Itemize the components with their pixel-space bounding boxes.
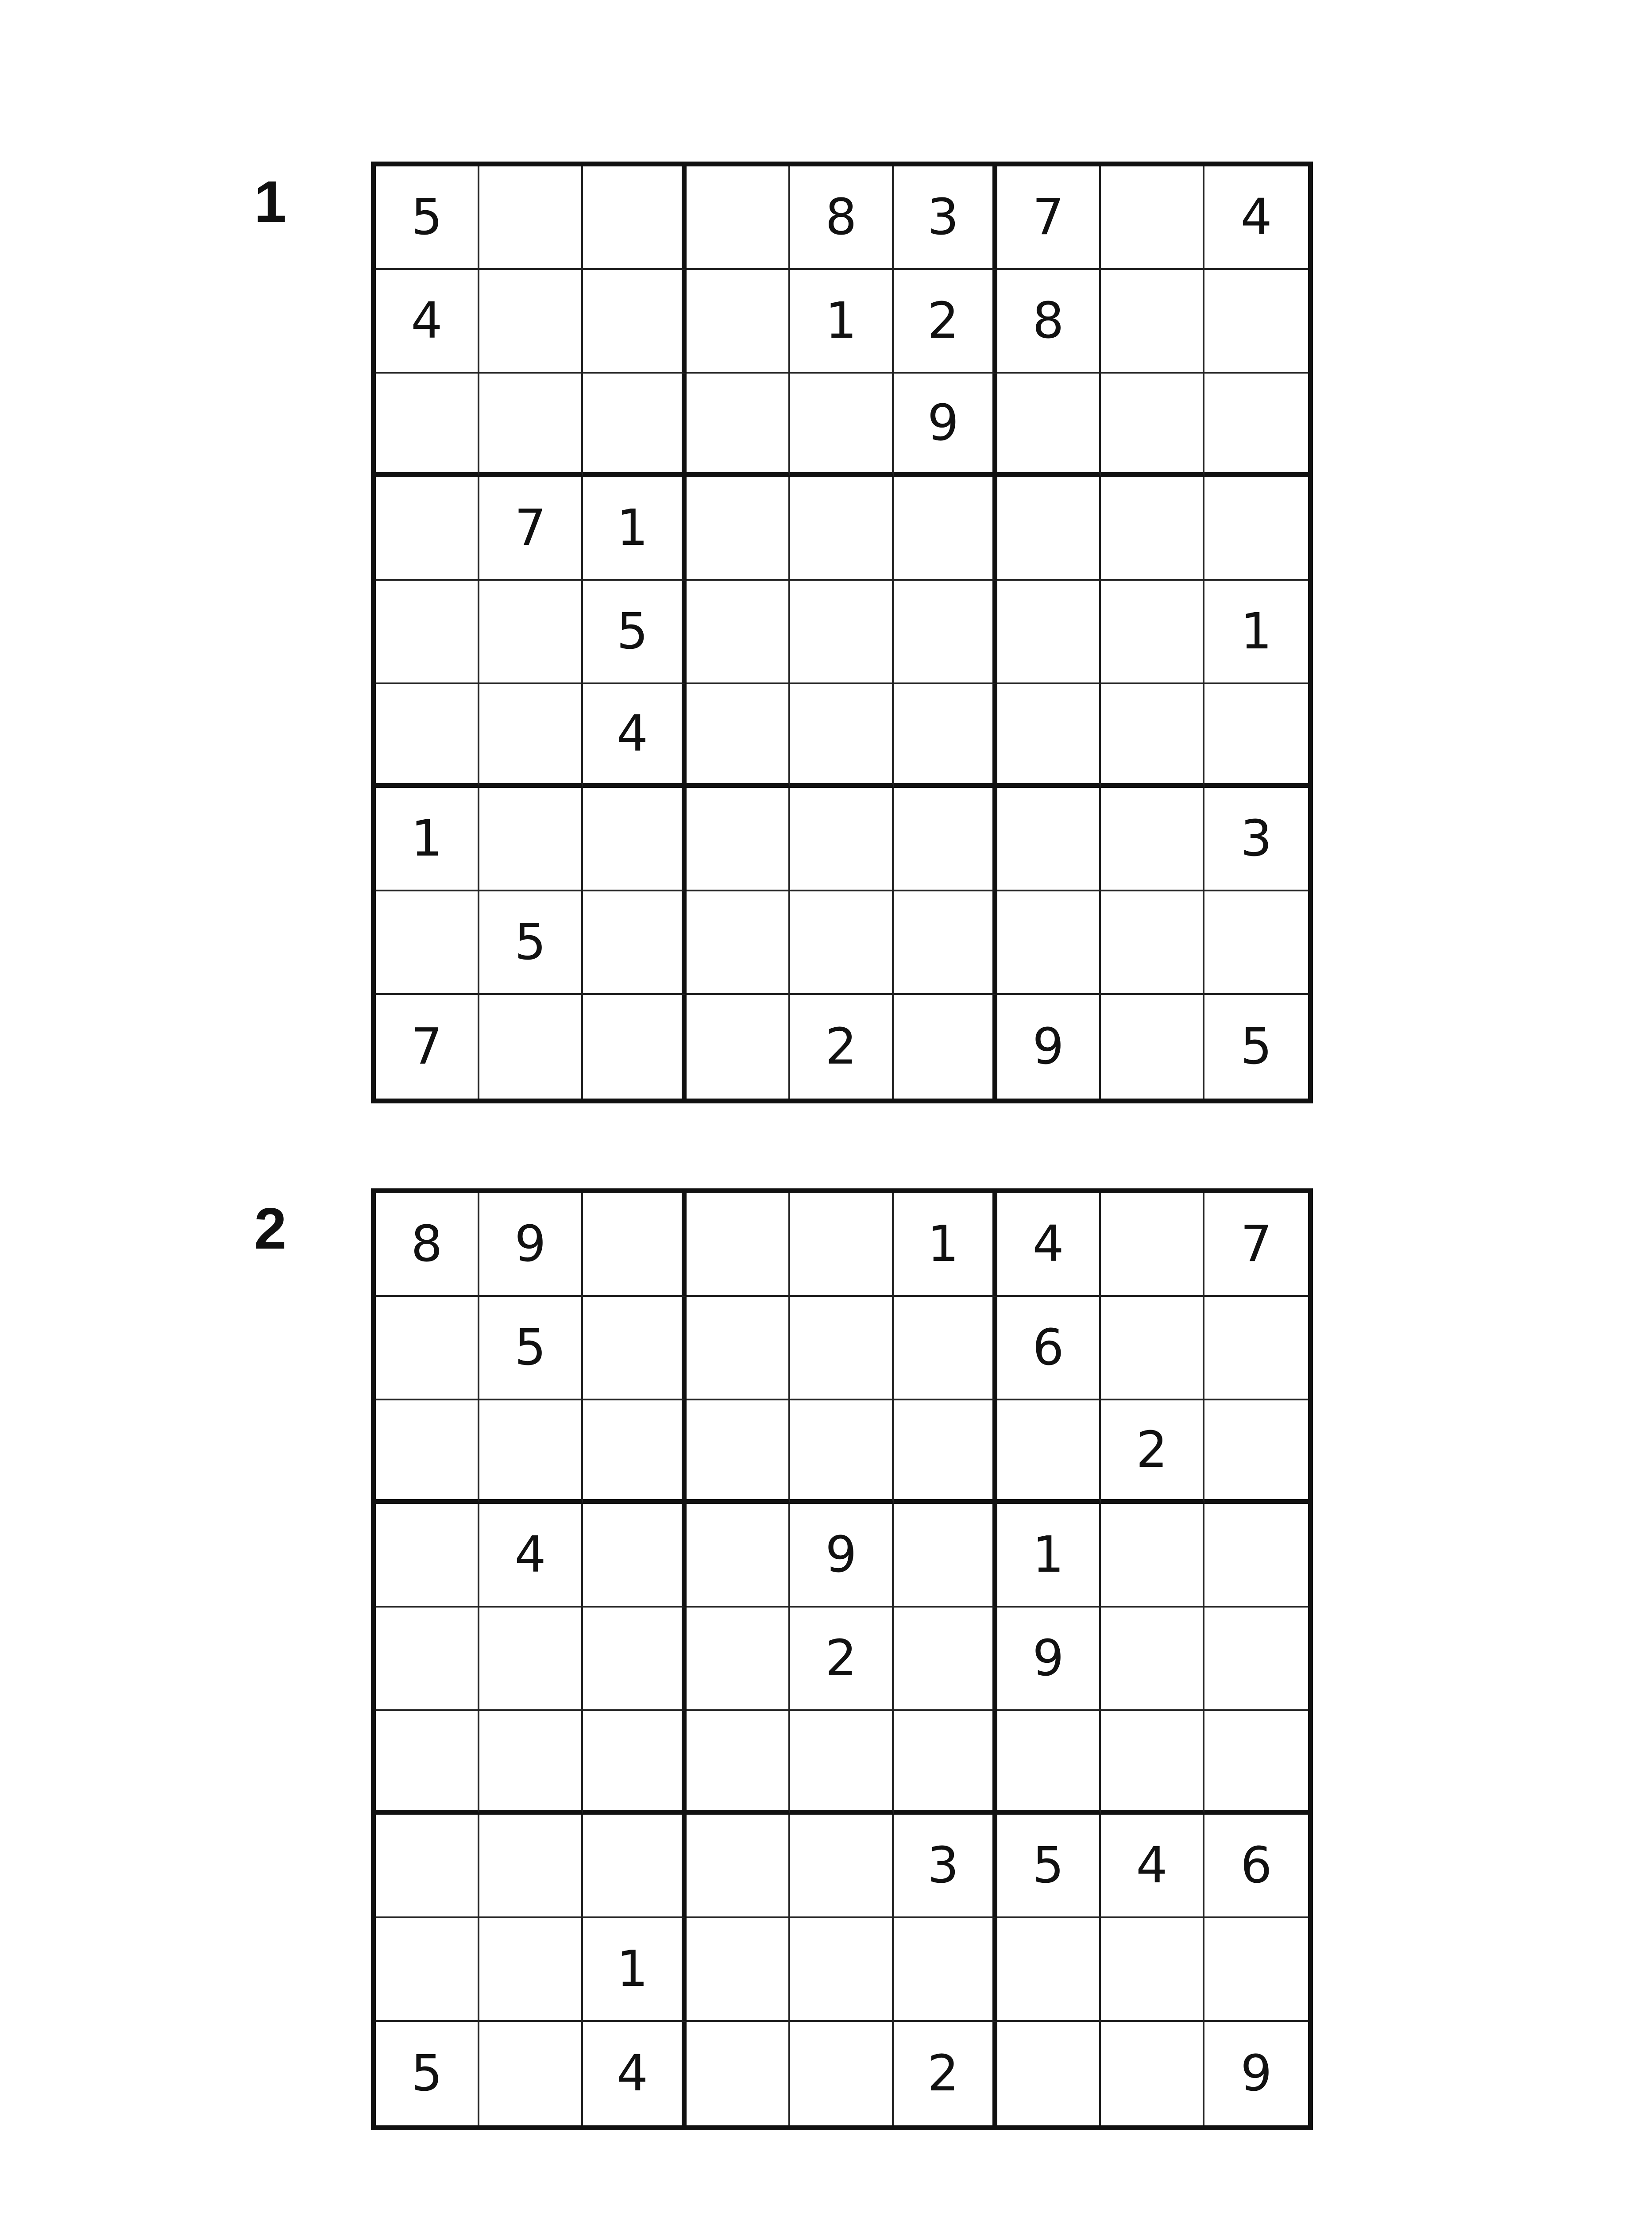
sudoku-cell-r2-c1[interactable]: [376, 1297, 479, 1400]
sudoku-cell-r7-c9[interactable]: 6: [1204, 1815, 1308, 1918]
sudoku-cell-r1-c6[interactable]: 1: [894, 1193, 997, 1297]
sudoku-cell-r2-c4[interactable]: [687, 270, 790, 374]
sudoku-cell-r4-c5[interactable]: [790, 477, 894, 581]
sudoku-cell-r6-c3[interactable]: 4: [583, 684, 687, 788]
sudoku-cell-r8-c5[interactable]: [790, 1918, 894, 2022]
sudoku-cell-r2-c3[interactable]: [583, 1297, 687, 1400]
sudoku-grid: [371, 1188, 1313, 2130]
sudoku-puzzle-1: [0, 0, 1652, 1076]
sudoku-cell-r7-c2[interactable]: [479, 788, 583, 891]
sudoku-cell-r1-c9[interactable]: 7: [1204, 1193, 1308, 1297]
sudoku-cell-r2-c9[interactable]: [1204, 1297, 1308, 1400]
sudoku-puzzle-2: [0, 1027, 1652, 2102]
sudoku-cell-r5-c1[interactable]: [376, 1608, 479, 1711]
sudoku-cell-r5-c4[interactable]: [687, 581, 790, 684]
sudoku-cell-r8-c3[interactable]: [583, 891, 687, 995]
sudoku-cell-r5-c9[interactable]: 1: [1204, 581, 1308, 684]
sudoku-cell-r8-c5[interactable]: [790, 891, 894, 995]
sudoku-cell-r5-c3[interactable]: 5: [583, 581, 687, 684]
sudoku-cell-r1-c3[interactable]: [583, 166, 687, 270]
sudoku-cell-r7-c6[interactable]: [894, 788, 997, 891]
sudoku-cell-r4-c4[interactable]: [687, 1504, 790, 1608]
puzzle-number: 1: [254, 169, 287, 234]
sudoku-cell-r3-c3[interactable]: [583, 1400, 687, 1504]
sudoku-cell-r3-c9[interactable]: [1204, 1400, 1308, 1504]
sudoku-cell-r6-c6[interactable]: [894, 1711, 997, 1815]
sudoku-cell-r3-c5[interactable]: [790, 1400, 894, 1504]
sudoku-cell-r6-c1[interactable]: [376, 1711, 479, 1815]
sudoku-cell-r2-c5[interactable]: [790, 1297, 894, 1400]
sudoku-cell-r7-c3[interactable]: [583, 1815, 687, 1918]
sudoku-cell-r7-c4[interactable]: [687, 788, 790, 891]
sudoku-cell-r7-c5[interactable]: [790, 788, 894, 891]
sudoku-cell-r2-c6[interactable]: [894, 1297, 997, 1400]
sudoku-cell-r4-c3[interactable]: 1: [583, 477, 687, 581]
sudoku-cell-r2-c6[interactable]: 2: [894, 270, 997, 374]
sudoku-cell-r4-c5[interactable]: 9: [790, 1504, 894, 1608]
sudoku-cell-r9-c3[interactable]: 4: [583, 2022, 687, 2125]
sudoku-cell-r8-c9[interactable]: [1204, 891, 1308, 995]
sudoku-cell-r3-c7[interactable]: [997, 1400, 1101, 1504]
sudoku-cell-r1-c7[interactable]: 7: [997, 166, 1101, 270]
sudoku-cell-r1-c3[interactable]: [583, 1193, 687, 1297]
sudoku-cell-r2-c7[interactable]: 6: [997, 1297, 1101, 1400]
sudoku-cell-r4-c9[interactable]: [1204, 477, 1308, 581]
sudoku-cell-r6-c4[interactable]: [687, 684, 790, 788]
sudoku-cell-r3-c6[interactable]: [894, 1400, 997, 1504]
sudoku-cell-r5-c8[interactable]: [1101, 1608, 1204, 1711]
sudoku-cell-r1-c1[interactable]: 5: [376, 166, 479, 270]
sudoku-cell-r5-c7[interactable]: 9: [997, 1608, 1101, 1711]
sudoku-cell-r7-c6[interactable]: 3: [894, 1815, 997, 1918]
sudoku-cell-r7-c2[interactable]: [479, 1815, 583, 1918]
sudoku-cell-r9-c8[interactable]: [1101, 2022, 1204, 2125]
sudoku-cell-r4-c4[interactable]: [687, 477, 790, 581]
sudoku-cell-r4-c6[interactable]: [894, 1504, 997, 1608]
sudoku-cell-r7-c1[interactable]: 1: [376, 788, 479, 891]
sudoku-cell-r6-c9[interactable]: [1204, 684, 1308, 788]
sudoku-cell-r3-c6[interactable]: 9: [894, 374, 997, 477]
sudoku-cell-r3-c5[interactable]: [790, 374, 894, 477]
sudoku-cell-r4-c1[interactable]: [376, 477, 479, 581]
sudoku-cell-r8-c4[interactable]: [687, 1918, 790, 2022]
sudoku-cell-r5-c2[interactable]: [479, 1608, 583, 1711]
sudoku-cell-r2-c1[interactable]: 4: [376, 270, 479, 374]
sudoku-cell-r9-c5[interactable]: [790, 2022, 894, 2125]
sudoku-cell-r3-c4[interactable]: [687, 374, 790, 477]
sudoku-cell-r9-c7[interactable]: [997, 2022, 1101, 2125]
sudoku-cell-r9-c9[interactable]: 9: [1240, 2045, 1272, 2102]
sudoku-cell-r2-c2[interactable]: 5: [479, 1297, 583, 1400]
sudoku-cell-r8-c3[interactable]: 1: [583, 1918, 687, 2022]
sudoku-cell-r9-c6[interactable]: 2: [894, 2022, 997, 2125]
sudoku-cell-r6-c8[interactable]: [1101, 1711, 1204, 1815]
sudoku-cell-r7-c1[interactable]: [376, 1815, 479, 1918]
sudoku-cell-r5-c8[interactable]: [1101, 581, 1204, 684]
sudoku-cell-r4-c1[interactable]: [376, 1504, 479, 1608]
sudoku-cell-r9-c2[interactable]: [479, 2022, 583, 2125]
sudoku-cell-r6-c1[interactable]: [376, 684, 479, 788]
sudoku-cell-r6-c5[interactable]: [790, 1711, 894, 1815]
sudoku-cell-r8-c7[interactable]: [997, 1918, 1101, 2022]
sudoku-cell-r8-c8[interactable]: [1101, 1918, 1204, 2022]
sudoku-cell-r8-c6[interactable]: [894, 1918, 997, 2022]
sudoku-cell-r6-c2[interactable]: [479, 684, 583, 788]
sudoku-cell-r4-c8[interactable]: [1101, 1504, 1204, 1608]
sudoku-cell-r6-c5[interactable]: [790, 684, 894, 788]
sudoku-cell-r3-c1[interactable]: [376, 1400, 479, 1504]
sudoku-cell-r5-c4[interactable]: [687, 1608, 790, 1711]
sudoku-cell-r6-c2[interactable]: [479, 1711, 583, 1815]
sudoku-cell-r6-c3[interactable]: [583, 1711, 687, 1815]
sudoku-cell-r4-c6[interactable]: [894, 477, 997, 581]
sudoku-cell-r9-c5[interactable]: 2: [790, 995, 894, 1099]
sudoku-cell-r9-c1[interactable]: 7: [376, 995, 479, 1099]
sudoku-cell-r5-c6[interactable]: [894, 581, 997, 684]
sudoku-cell-r5-c1[interactable]: [376, 581, 479, 684]
sudoku-cell-r3-c4[interactable]: [687, 1400, 790, 1504]
puzzle-number: 2: [254, 1196, 287, 1261]
sudoku-cell-r1-c7[interactable]: 4: [997, 1193, 1101, 1297]
sudoku-cell-r7-c4[interactable]: [687, 1815, 790, 1918]
sudoku-cell-r2-c3[interactable]: [583, 270, 687, 374]
sudoku-cell-r3-c8[interactable]: [1101, 374, 1204, 477]
sudoku-cell-r8-c1[interactable]: [376, 891, 479, 995]
sudoku-cell-r7-c7[interactable]: 5: [997, 1815, 1101, 1918]
sudoku-cell-r5-c6[interactable]: [894, 1608, 997, 1711]
sudoku-cell-r3-c2[interactable]: [479, 374, 583, 477]
sudoku-cell-r3-c9[interactable]: [1204, 374, 1308, 477]
sudoku-cell-r6-c6[interactable]: [894, 684, 997, 788]
sudoku-cell-r9-c1[interactable]: 5: [376, 2022, 479, 2125]
sudoku-cell-r1-c9[interactable]: 4: [1204, 166, 1308, 270]
sudoku-cell-r2-c8[interactable]: [1101, 1297, 1204, 1400]
sudoku-cell-r4-c7[interactable]: 1: [997, 1504, 1101, 1608]
sudoku-cell-r4-c9[interactable]: [1204, 1504, 1308, 1608]
sudoku-cell-r9-c4[interactable]: [687, 2022, 790, 2125]
sudoku-cell-r1-c4[interactable]: [687, 1193, 790, 1297]
sudoku-cell-r4-c3[interactable]: [583, 1504, 687, 1608]
sudoku-cell-r3-c3[interactable]: [583, 374, 687, 477]
sudoku-cell-r8-c1[interactable]: [376, 1918, 479, 2022]
sudoku-cell-r6-c7[interactable]: [997, 1711, 1101, 1815]
sudoku-cell-r5-c9[interactable]: [1204, 1608, 1308, 1711]
sudoku-cell-r1-c4[interactable]: [687, 166, 790, 270]
sudoku-cell-r8-c8[interactable]: [1101, 891, 1204, 995]
sudoku-cell-r3-c8[interactable]: 2: [1101, 1400, 1204, 1504]
sudoku-cell-r8-c9[interactable]: [1204, 1918, 1308, 2022]
sudoku-cell-r4-c2[interactable]: 4: [479, 1504, 583, 1608]
sudoku-cell-r2-c7[interactable]: 8: [997, 270, 1101, 374]
sudoku-cell-r2-c8[interactable]: [1101, 270, 1204, 374]
sudoku-cell-r6-c7[interactable]: [997, 684, 1101, 788]
sudoku-cell-r4-c7[interactable]: [997, 477, 1101, 581]
sudoku-cell-r5-c7[interactable]: [997, 581, 1101, 684]
sudoku-cell-r2-c5[interactable]: 1: [790, 270, 894, 374]
sudoku-cell-r6-c9[interactable]: [1204, 1711, 1308, 1815]
sudoku-cell-r5-c5[interactable]: 2: [790, 1608, 894, 1711]
sudoku-cell-r1-c5[interactable]: [790, 1193, 894, 1297]
sudoku-cell-r4-c8[interactable]: [1101, 477, 1204, 581]
sudoku-cell-r7-c5[interactable]: [790, 1815, 894, 1918]
sudoku-cell-r6-c4[interactable]: [687, 1711, 790, 1815]
sudoku-cell-r3-c1[interactable]: [376, 374, 479, 477]
sudoku-cell-r7-c3[interactable]: [583, 788, 687, 891]
sudoku-cell-r2-c2[interactable]: [479, 270, 583, 374]
sudoku-cell-r1-c6[interactable]: 3: [894, 166, 997, 270]
sudoku-cell-r1-c1[interactable]: 8: [376, 1193, 479, 1297]
sudoku-cell-r1-c2[interactable]: [479, 166, 583, 270]
sudoku-cell-r1-c2[interactable]: 9: [479, 1193, 583, 1297]
sudoku-cell-r7-c8[interactable]: 4: [1101, 1815, 1204, 1918]
sudoku-cell-r2-c4[interactable]: [687, 1297, 790, 1400]
sudoku-cell-r4-c2[interactable]: 7: [479, 477, 583, 581]
sudoku-cell-r2-c9[interactable]: [1204, 270, 1308, 374]
sudoku-cell-r7-c8[interactable]: [1101, 788, 1204, 891]
sudoku-cell-r8-c2[interactable]: [479, 1918, 583, 2022]
sudoku-grid: [371, 162, 1313, 1103]
sudoku-cell-r1-c8[interactable]: [1101, 1193, 1204, 1297]
sudoku-cell-r5-c5[interactable]: [790, 581, 894, 684]
sudoku-cell-r8-c7[interactable]: [997, 891, 1101, 995]
sudoku-cell-r8-c6[interactable]: [894, 891, 997, 995]
sudoku-cell-r1-c8[interactable]: [1101, 166, 1204, 270]
sudoku-cell-r9-c9[interactable]: 5: [1240, 1018, 1272, 1076]
sudoku-cell-r7-c7[interactable]: [997, 788, 1101, 891]
sudoku-cell-r8-c2[interactable]: 5: [479, 891, 583, 995]
sudoku-cell-r3-c7[interactable]: [997, 374, 1101, 477]
sudoku-cell-r8-c4[interactable]: [687, 891, 790, 995]
sudoku-cell-r5-c2[interactable]: [479, 581, 583, 684]
sudoku-cell-r5-c3[interactable]: [583, 1608, 687, 1711]
sudoku-cell-r6-c8[interactable]: [1101, 684, 1204, 788]
sudoku-cell-r7-c9[interactable]: 3: [1204, 788, 1308, 891]
sudoku-cell-r1-c5[interactable]: 8: [790, 166, 894, 270]
sudoku-cell-r3-c2[interactable]: [479, 1400, 583, 1504]
sudoku-cell-r9-c7[interactable]: 9: [997, 995, 1101, 1099]
